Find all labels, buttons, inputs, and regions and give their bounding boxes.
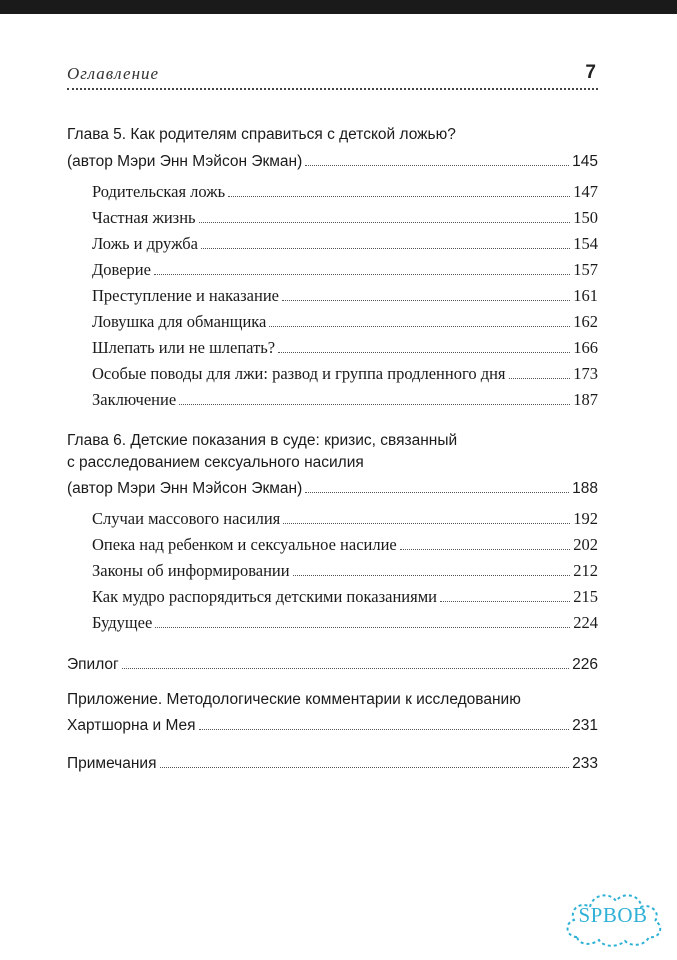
toc-page: 162 [573, 312, 598, 331]
toc-label: Случаи массового насилия [92, 509, 281, 528]
toc-label: (автор Мэри Энн Мэйсон Экман) [67, 480, 303, 497]
toc-label: (автор Мэри Энн Мэйсон Экман) [67, 153, 303, 170]
toc-label: Особые поводы для лжи: развод и группа продленного дня [92, 364, 506, 383]
dot-leader [440, 601, 570, 602]
dot-leader [282, 300, 570, 301]
toc-page: 215 [573, 587, 598, 606]
page-number: 7 [585, 62, 596, 83]
toc-label: Будущее [92, 613, 153, 632]
toc-page: 150 [573, 208, 598, 227]
toc-section-entry[interactable] [92, 334, 598, 358]
running-header [67, 64, 598, 90]
toc-label: Родительская ложь [92, 182, 226, 201]
toc-page: 231 [572, 717, 598, 734]
toc-label: Частная жизнь [92, 208, 196, 227]
notes-entry[interactable] [67, 749, 598, 773]
cloud-stamp-icon [561, 883, 665, 953]
watermark-text: SPBOB [578, 903, 648, 927]
toc-label: Преступление и наказание [92, 286, 279, 305]
toc-label: Примечания [67, 755, 157, 772]
toc-section-entry[interactable] [92, 282, 598, 306]
toc-label: Заключение [92, 390, 177, 409]
chapter-5-entry[interactable] [67, 147, 598, 171]
appendix-entry[interactable] [67, 711, 598, 735]
dot-leader [179, 404, 570, 405]
toc-page: 233 [572, 755, 598, 772]
toc-section-entry[interactable] [92, 505, 598, 529]
dot-leader [293, 575, 571, 576]
toc-section-entry[interactable] [92, 360, 598, 384]
chapter-6-title-line2[interactable]: с расследованием сексуального насилия [67, 454, 364, 471]
toc-page: 192 [573, 509, 598, 528]
toc-label: Хартшорна и Мея [67, 717, 196, 734]
toc-page: 166 [573, 338, 598, 357]
appendix-title-line1[interactable]: Приложение. Методологические комментарии к исследованию [67, 691, 521, 708]
toc-page: 157 [573, 260, 598, 279]
dot-leader [160, 767, 570, 768]
toc-page: 188 [572, 480, 598, 497]
epilogue-entry[interactable] [67, 650, 598, 674]
chapter-5-title-line1[interactable]: Глава 5. Как родителям справиться с детской ложью? [67, 126, 456, 143]
dot-leader [201, 248, 570, 249]
running-header-title: Оглавление [67, 64, 160, 83]
toc-label: Шлепать или не шлепать? [92, 338, 276, 357]
dot-leader [283, 523, 570, 524]
toc-page: 173 [573, 364, 598, 383]
toc-label: Ложь и дружба [92, 234, 198, 253]
dot-leader [199, 222, 571, 223]
dot-leader [400, 549, 571, 550]
top-dark-bar [0, 0, 677, 14]
toc-page: 226 [572, 656, 598, 673]
dot-leader [155, 627, 570, 628]
toc-label: Как мудро распорядиться детскими показаниями [92, 587, 437, 606]
dot-leader [305, 492, 569, 493]
chapter-6-entry[interactable] [67, 474, 598, 498]
toc-section-entry[interactable] [92, 386, 598, 410]
toc-page: 161 [573, 286, 598, 305]
toc-section-entry[interactable] [92, 308, 598, 332]
dot-leader [122, 668, 569, 669]
toc-label: Эпилог [67, 656, 119, 673]
dot-leader [269, 326, 570, 327]
toc-page: 224 [573, 613, 598, 632]
toc-label: Опека над ребенком и сексуальное насилие [92, 535, 397, 554]
toc-section-entry[interactable] [92, 557, 598, 581]
toc-section-entry[interactable] [92, 583, 598, 607]
toc-section-entry[interactable] [92, 178, 598, 202]
dot-leader [305, 165, 569, 166]
chapter-6-title-line1[interactable]: Глава 6. Детские показания в суде: кризис, связанный [67, 432, 458, 449]
dot-leader [278, 352, 570, 353]
toc-section-entry[interactable] [92, 256, 598, 280]
toc-page: 145 [572, 153, 598, 170]
toc-label: Доверие [92, 260, 151, 279]
header-dotted-rule [67, 88, 598, 90]
dot-leader [509, 378, 571, 379]
dot-leader [228, 196, 570, 197]
toc-page: 147 [573, 182, 598, 201]
toc-section-entry[interactable] [92, 230, 598, 254]
toc-page: 154 [573, 234, 598, 253]
toc-label: Законы об информировании [92, 561, 290, 580]
toc-page: 202 [573, 535, 598, 554]
toc-section-entry[interactable] [92, 531, 598, 555]
toc-label: Ловушка для обманщика [92, 312, 267, 331]
toc-section-entry[interactable] [92, 204, 598, 228]
dot-leader [199, 729, 570, 730]
toc-section-entry[interactable] [92, 609, 598, 633]
dot-leader [154, 274, 570, 275]
toc-page: 187 [573, 390, 598, 409]
toc-page: 212 [573, 561, 598, 580]
